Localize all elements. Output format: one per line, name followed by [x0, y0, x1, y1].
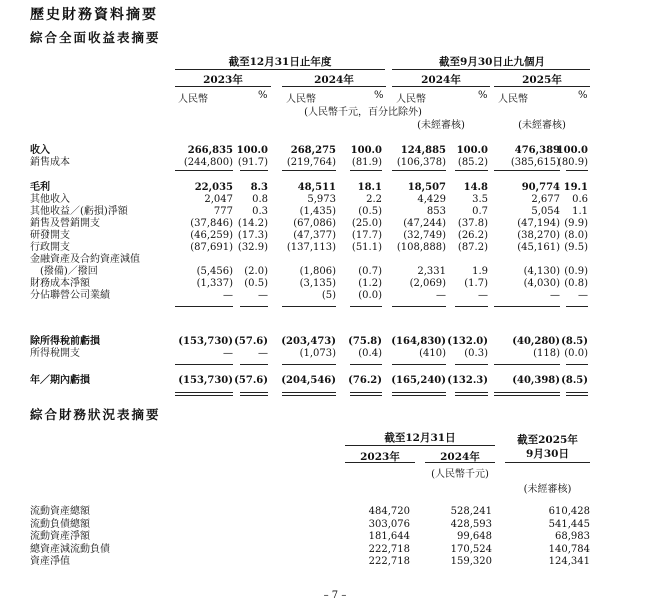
table-row	[0, 519, 670, 531]
cell-value: 68,983	[555, 531, 590, 542]
cell-value: (32,749)	[403, 230, 446, 241]
cell-value: 541,445	[548, 518, 590, 530]
fp-year-header: 2024年	[440, 451, 480, 463]
cell-value: (385,615)	[510, 157, 560, 168]
cell-value: (0.4)	[358, 348, 382, 359]
cell-value: (87.2)	[457, 242, 488, 253]
cell-value: 266,835	[187, 145, 233, 156]
cell-value: 14.8	[463, 182, 488, 193]
cell-value: (137,113)	[286, 242, 336, 253]
cell-value: —	[436, 290, 446, 301]
cell-value: 124,341	[548, 556, 590, 567]
percent-label: %	[478, 90, 488, 101]
table-row	[0, 206, 670, 218]
cell-value: (37,846)	[190, 218, 233, 229]
cell-value: (17.7)	[351, 230, 382, 241]
cell-value: 484,720	[368, 506, 410, 517]
table-row	[0, 266, 670, 278]
cell-value: (80.9)	[557, 157, 588, 168]
table-row	[0, 348, 670, 360]
cell-value: (0.9)	[564, 266, 588, 277]
table-row	[0, 194, 670, 206]
currency-label: 人民幣	[498, 94, 528, 105]
cell-value: 90,774	[521, 182, 560, 193]
cell-value: 99,648	[457, 531, 492, 542]
cell-value: 170,524	[450, 543, 492, 555]
cell-value: (57.6)	[234, 375, 268, 386]
cell-value: 100.0	[236, 145, 268, 156]
cell-value: 2,677	[531, 194, 560, 205]
cell-value: 222,718	[368, 556, 410, 567]
cell-value: (38,270)	[517, 230, 560, 241]
cell-value: 777	[213, 206, 233, 217]
table-row	[0, 230, 670, 242]
cell-value: (1,806)	[299, 266, 336, 277]
cell-value: (0.0)	[564, 348, 588, 359]
year-header: 2025年	[522, 74, 562, 86]
cell-value: 181,644	[368, 531, 410, 542]
financial-position-title: 綜合財務狀況表摘要	[30, 407, 161, 422]
cell-value: (25.0)	[351, 218, 382, 229]
cell-value: (410)	[419, 348, 446, 359]
percent-label: %	[374, 90, 384, 101]
table-row	[0, 556, 670, 568]
cell-value: (8.5)	[561, 375, 588, 386]
cell-value: (244,800)	[183, 157, 233, 168]
cell-value: (57.6)	[234, 336, 268, 347]
cell-value: 19.1	[563, 182, 588, 193]
cell-value: (3,135)	[299, 278, 336, 289]
cell-value: (0.5)	[244, 278, 268, 289]
cell-value: (0.8)	[564, 278, 588, 289]
fp-period-header: 截至12月31日	[384, 432, 456, 444]
cell-value: (0.0)	[358, 290, 382, 301]
row-label: 流動資產總額	[30, 506, 90, 517]
row-label: 除所得稅前虧損	[30, 336, 100, 347]
fp-period-header-2: 9月30日	[526, 448, 569, 460]
cell-value: —	[258, 290, 268, 301]
row-label: 年／期內虧損	[30, 375, 90, 386]
cell-value: 0.7	[472, 206, 488, 217]
page-title: 歷史財務資料摘要	[30, 7, 158, 23]
cell-value: (17.3)	[237, 230, 268, 241]
cell-value: (81.9)	[351, 157, 382, 168]
cell-value: (1,337)	[196, 278, 233, 289]
cell-value: 140,784	[548, 543, 590, 555]
currency-label: 人民幣	[178, 94, 208, 105]
cell-value: (5)	[321, 290, 336, 301]
currency-label: 人民幣	[286, 94, 316, 105]
cell-value: (47,377)	[293, 230, 336, 241]
cell-value: 100.0	[556, 145, 588, 156]
table-row	[0, 336, 670, 348]
cell-value: (153,730)	[178, 375, 233, 386]
row-label: 研發開支	[30, 230, 70, 241]
year-header: 2024年	[421, 74, 461, 86]
row-label: 流動資產淨額	[30, 531, 90, 542]
table-row	[0, 506, 670, 518]
cell-value: 0.6	[572, 194, 588, 205]
cell-value: 0.8	[252, 194, 268, 205]
table-row	[0, 242, 670, 254]
income-statement-title: 綜合全面收益表摘要	[30, 30, 161, 45]
cell-value: (164,830)	[391, 336, 446, 347]
cell-value: 18.1	[357, 182, 382, 193]
cell-value: (8.5)	[561, 336, 588, 347]
cell-value: (165,240)	[391, 375, 446, 386]
row-label: 銷售成本	[30, 157, 70, 168]
cell-value: (91.7)	[237, 157, 268, 168]
table-row	[0, 254, 670, 266]
percent-label: %	[258, 90, 268, 101]
row-label: 總資產減流動負債	[30, 543, 110, 555]
row-label: 毛利	[30, 182, 50, 193]
cell-value: (1.7)	[464, 278, 488, 289]
cell-value: (40,398)	[512, 375, 560, 386]
cell-value: —	[478, 290, 488, 301]
cell-value: —	[258, 348, 268, 359]
table-row	[0, 218, 670, 230]
cell-value: (5,456)	[196, 266, 233, 277]
cell-value: 2,047	[204, 194, 233, 205]
cell-value: 303,076	[368, 518, 410, 530]
table-row	[0, 278, 670, 290]
cell-value: (1.2)	[358, 278, 382, 289]
percent-label: %	[578, 90, 588, 101]
table-row	[0, 544, 670, 556]
cell-value: 610,428	[548, 506, 590, 517]
cell-value: 2.2	[366, 194, 382, 205]
unaudited-note: (未經審核)	[417, 120, 465, 131]
cell-value: 528,241	[450, 506, 492, 517]
cell-value: (32.9)	[237, 242, 268, 253]
cell-value: (87,691)	[190, 242, 233, 253]
cell-value: 48,511	[297, 182, 336, 193]
cell-value: 159,320	[450, 556, 492, 567]
cell-value: 0.3	[252, 206, 268, 217]
cell-value: (132.0)	[447, 336, 488, 347]
cell-value: (9.9)	[564, 218, 588, 229]
table-row	[0, 290, 670, 302]
cell-value: 22,035	[194, 182, 233, 193]
table-row	[0, 375, 670, 387]
cell-value: 1.9	[472, 266, 488, 277]
cell-value: (2.0)	[244, 266, 268, 277]
cell-value: 2,331	[417, 266, 446, 277]
cell-value: (47,244)	[403, 218, 446, 229]
cell-value: (26.2)	[457, 230, 488, 241]
cell-value: 124,885	[400, 145, 446, 156]
cell-value: (153,730)	[178, 336, 233, 347]
cell-value: —	[550, 290, 560, 301]
cell-value: 18,507	[407, 182, 446, 193]
row-label: 分佔聯營公司業績	[30, 290, 110, 301]
cell-value: 100.0	[350, 145, 382, 156]
fp-period-header-2: 截至2025年	[517, 434, 578, 446]
cell-value: —	[223, 348, 233, 359]
year-header: 2023年	[203, 74, 243, 86]
fp-unaudited-note: (未經審核)	[523, 484, 572, 495]
period-header-full-year: 截至12月31日止年度	[228, 56, 332, 68]
cell-value: (40,280)	[512, 336, 560, 347]
cell-value: (47,194)	[517, 218, 560, 229]
cell-value: (76.2)	[348, 375, 382, 386]
fp-year-header: 2023年	[360, 451, 400, 463]
table-row	[0, 157, 670, 169]
row-label: 資產淨值	[30, 556, 70, 567]
cell-value: (0.5)	[358, 206, 382, 217]
cell-value: 4,429	[417, 194, 446, 205]
cell-value: (1,073)	[299, 348, 336, 359]
cell-value: (108,888)	[396, 242, 446, 253]
cell-value: 5,973	[307, 194, 336, 205]
row-label: 金融資產及合約資產減值	[30, 254, 140, 265]
cell-value: (9.5)	[564, 242, 588, 253]
cell-value: 1.1	[572, 206, 588, 217]
unit-note: (人民幣千元，百分比除外)	[304, 107, 422, 118]
row-label: (撥備)／撥回	[30, 266, 98, 277]
table-row	[0, 531, 670, 543]
cell-value: (0.7)	[358, 266, 382, 277]
period-header-nine-months: 截至9月30日止九個月	[439, 56, 545, 68]
cell-value: (46,259)	[190, 230, 233, 241]
cell-value: —	[578, 290, 588, 301]
cell-value: (4,130)	[523, 266, 560, 277]
cell-value: (2,069)	[409, 278, 446, 289]
row-label: 行政開支	[30, 242, 70, 253]
cell-value: (51.1)	[351, 242, 382, 253]
cell-value: (118)	[533, 348, 560, 359]
row-label: 收入	[30, 145, 50, 156]
cell-value: 853	[426, 206, 446, 217]
cell-value: (37.8)	[457, 218, 488, 229]
cell-value: 5,054	[531, 206, 560, 217]
cell-value: (204,546)	[281, 375, 336, 386]
row-label: 所得稅開支	[30, 348, 80, 359]
cell-value: 476,389	[514, 145, 560, 156]
year-header: 2024年	[314, 74, 354, 86]
cell-value: (4,030)	[523, 278, 560, 289]
cell-value: (219,764)	[286, 157, 336, 168]
row-label: 財務成本淨額	[30, 278, 90, 289]
cell-value: (14.2)	[237, 218, 268, 229]
cell-value: (0.3)	[464, 348, 488, 359]
page-number: – 7 –	[323, 590, 347, 601]
fp-unit-note: (人民幣千元)	[431, 469, 489, 480]
cell-value: (67,086)	[293, 218, 336, 229]
cell-value: (75.8)	[348, 336, 382, 347]
table-row	[0, 145, 670, 157]
row-label: 流動負債總額	[30, 518, 90, 530]
cell-value: 100.0	[456, 145, 488, 156]
cell-value: 268,275	[290, 145, 336, 156]
row-label: 銷售及營銷開支	[30, 218, 100, 229]
table-row	[0, 182, 670, 194]
cell-value: (106,378)	[396, 157, 446, 168]
row-label: 其他收益／(虧損)淨額	[30, 206, 128, 217]
unaudited-note: (未經審核)	[518, 120, 566, 131]
cell-value: (85.2)	[457, 157, 488, 168]
cell-value: (203,473)	[281, 336, 336, 347]
row-label: 其他收入	[30, 194, 70, 205]
currency-label: 人民幣	[396, 94, 426, 105]
cell-value: 428,593	[450, 518, 492, 530]
cell-value: (1,435)	[299, 206, 336, 217]
cell-value: (8.0)	[564, 230, 588, 241]
cell-value: 3.5	[472, 194, 488, 205]
cell-value: 222,718	[368, 543, 410, 555]
cell-value: 8.3	[250, 182, 268, 193]
cell-value: (132.3)	[447, 375, 488, 386]
cell-value: —	[223, 290, 233, 301]
cell-value: (45,161)	[517, 242, 560, 253]
